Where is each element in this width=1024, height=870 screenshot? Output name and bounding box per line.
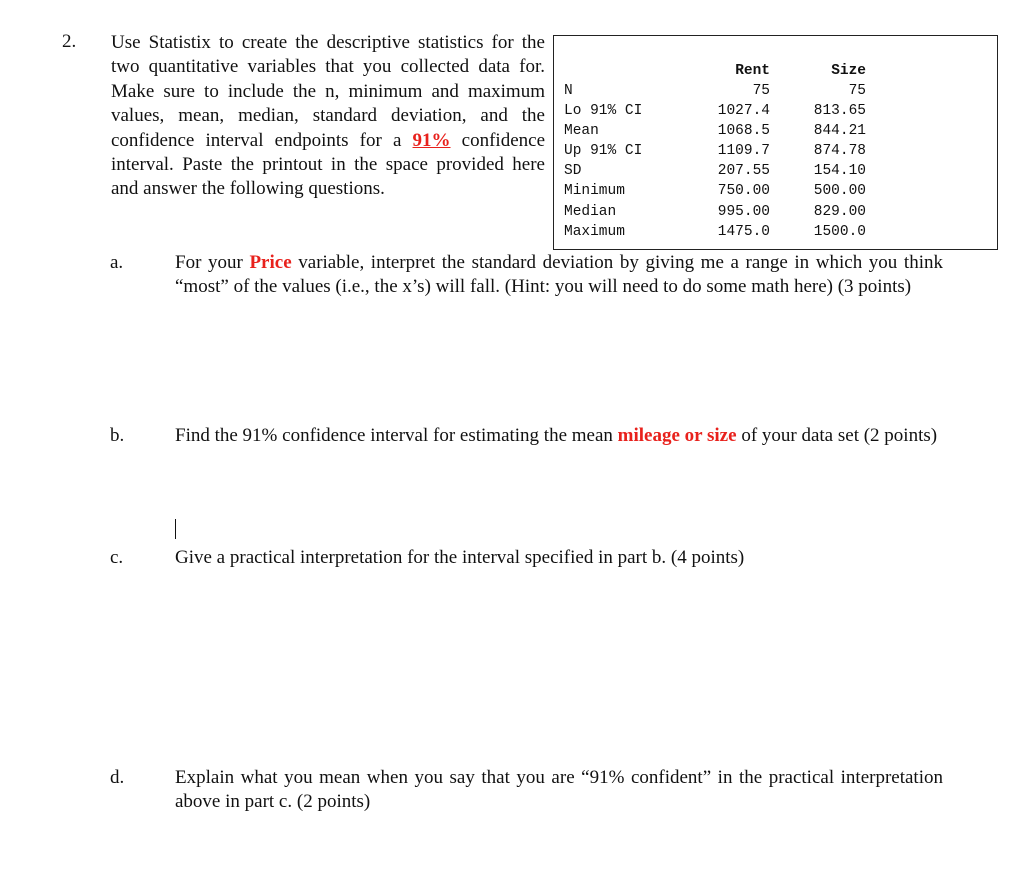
- table-row: [564, 181, 866, 201]
- part-a-text: [175, 251, 943, 300]
- part-a-label: a.: [110, 252, 124, 273]
- size-value: 75: [848, 83, 866, 99]
- rent-value: 750.00: [717, 183, 770, 200]
- rent-value: 1027.4: [717, 103, 770, 120]
- part-a-text-before: For your: [175, 252, 250, 273]
- part-d-text: Explain what you mean when you say that you are “91% confident” in the practical interpretation above in part c. (2 points): [175, 767, 943, 813]
- rent-value: 1109.7: [717, 143, 770, 160]
- table-row: [564, 101, 866, 121]
- part-b-label: b.: [110, 425, 125, 446]
- rent-value: 1068.5: [717, 123, 770, 140]
- column-header-size: Size: [831, 63, 866, 79]
- size-value: 844.21: [813, 123, 866, 140]
- rent-value: 75: [752, 83, 770, 99]
- row-label: Lo 91% CI: [564, 103, 643, 120]
- question-number: 2.: [62, 31, 77, 52]
- row-label: Minimum: [564, 183, 625, 200]
- header-blank: [564, 61, 682, 81]
- rent-value: 995.00: [717, 203, 770, 220]
- part-c-label: c.: [110, 547, 124, 568]
- price-variable-highlight: Price: [249, 252, 292, 273]
- table-row: [564, 141, 866, 161]
- size-value: 813.65: [813, 103, 866, 120]
- part-b-text: [175, 424, 943, 448]
- table-row: [564, 202, 866, 222]
- size-value: 1500.0: [813, 223, 866, 240]
- statistix-printout: [553, 35, 998, 250]
- row-label: Mean: [564, 123, 599, 140]
- row-label: SD: [564, 163, 582, 180]
- table-header-row: [564, 61, 866, 81]
- question-prompt: [111, 31, 545, 202]
- size-value: 500.00: [813, 183, 866, 200]
- rent-value: 207.55: [717, 163, 770, 180]
- row-label: Maximum: [564, 223, 625, 240]
- size-value: 874.78: [813, 143, 866, 160]
- part-d-label: d.: [110, 767, 125, 788]
- row-label: Median: [564, 203, 617, 220]
- column-header-rent: Rent: [735, 63, 770, 79]
- descriptive-stats-table: [564, 61, 866, 242]
- row-label: N: [564, 83, 573, 99]
- mileage-size-highlight: mileage or size: [617, 425, 737, 446]
- part-c-text: Give a practical interpretation for the interval specified in part b. (4 points): [175, 547, 745, 568]
- rent-value: 1475.0: [717, 223, 770, 240]
- size-value: 154.10: [813, 163, 866, 180]
- confidence-level-highlight: 91%: [412, 129, 451, 151]
- part-b-text-before: Find the 91% confidence interval for estimating the mean: [175, 425, 618, 446]
- text-cursor[interactable]: [175, 519, 176, 539]
- table-row: [564, 121, 866, 141]
- part-b-text-after: of your data set (2 points): [736, 425, 938, 446]
- table-row: [564, 81, 866, 101]
- prompt-text-after: confidence interval. Paste the printout in the space provided here and answer the following questions.: [111, 129, 546, 200]
- prompt-text-before: Use Statistix to create the descriptive statistics for the two quantitative variables that you collected data for. Make sure to include the n, minimum and maximum values, mean, median, standard deviation, and the confidence interval endpoints for a: [111, 32, 545, 151]
- size-value: 829.00: [813, 203, 866, 220]
- part-a-text-after: variable, interpret the standard deviation by giving me a range in which you think “most” of the values (i.e., the x’s) will fall. (Hint: you will need to do some math here) (3 points): [175, 252, 943, 298]
- table-row: [564, 161, 866, 181]
- row-label: Up 91% CI: [564, 143, 643, 160]
- table-row: [564, 222, 866, 242]
